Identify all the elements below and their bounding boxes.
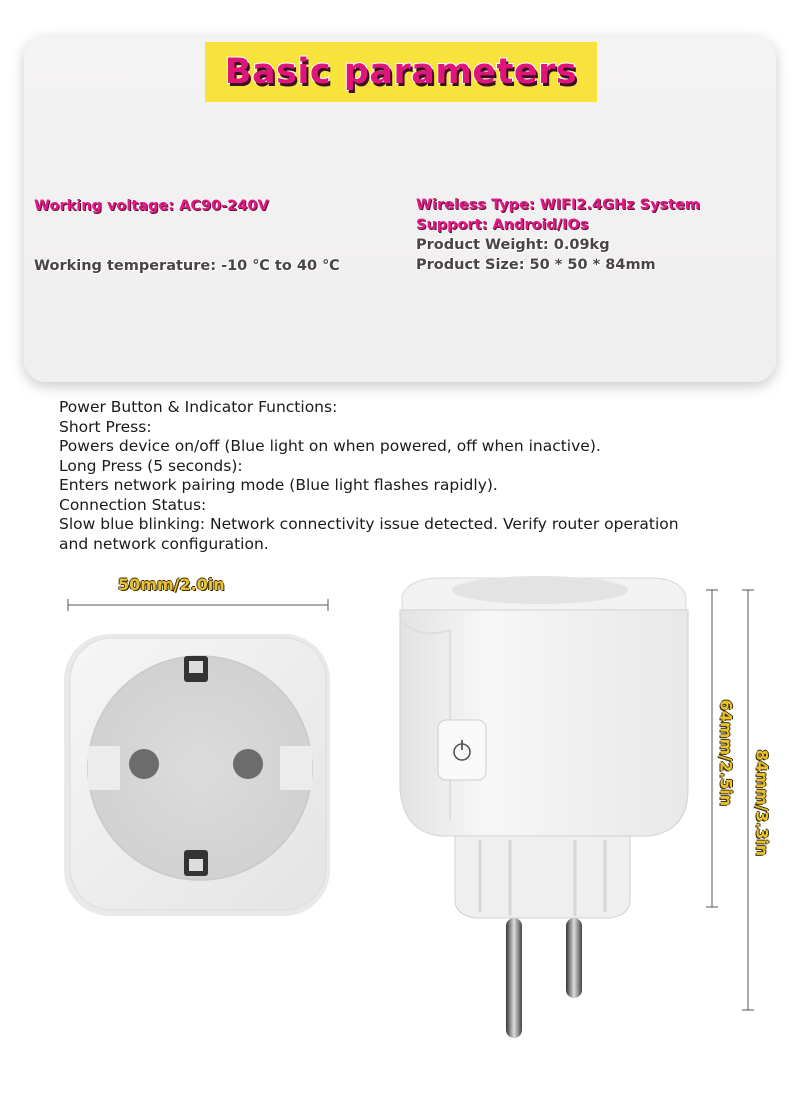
desc-line: Long Press (5 seconds): [59, 456, 243, 475]
desc-line: Powers device on/off (Blue light on when powered, off when inactive). [59, 437, 601, 455]
total-height-label: 84mm/3.3in [752, 749, 772, 857]
width-dimension-label: 50mm/2.0in [118, 575, 225, 594]
wireless-type: Wireless Type: WIFI2.4GHz System [416, 197, 701, 213]
button-function-description [59, 398, 779, 554]
support-os: Support: Android/IOs [416, 217, 589, 233]
desc-line: Enters network pairing mode (Blue light flashes rapidly). [59, 476, 498, 494]
width-dimension-line [60, 595, 336, 615]
desc-line: and network configuration. [59, 534, 269, 553]
working-voltage: Working voltage: AC90-240V [34, 198, 269, 214]
desc-line: Power Button & Indicator Functions: [59, 398, 338, 416]
product-weight: Product Weight: 0.09kg [416, 237, 610, 253]
working-temperature: Working temperature: -10 ℃ to 40 ℃ [34, 258, 340, 274]
plug-side-view [380, 560, 710, 1050]
desc-line: Connection Status: [59, 495, 207, 514]
body-height-label: 64mm/2.5in [716, 699, 736, 807]
product-size: Product Size: 50 * 50 * 84mm [416, 257, 656, 273]
desc-line: Short Press: [59, 417, 152, 436]
desc-line: Slow blue blinking: Network connectivity issue detected. Verify router operation [59, 515, 679, 533]
page-title: Basic parameters [224, 52, 578, 92]
socket-front-view [60, 628, 340, 918]
